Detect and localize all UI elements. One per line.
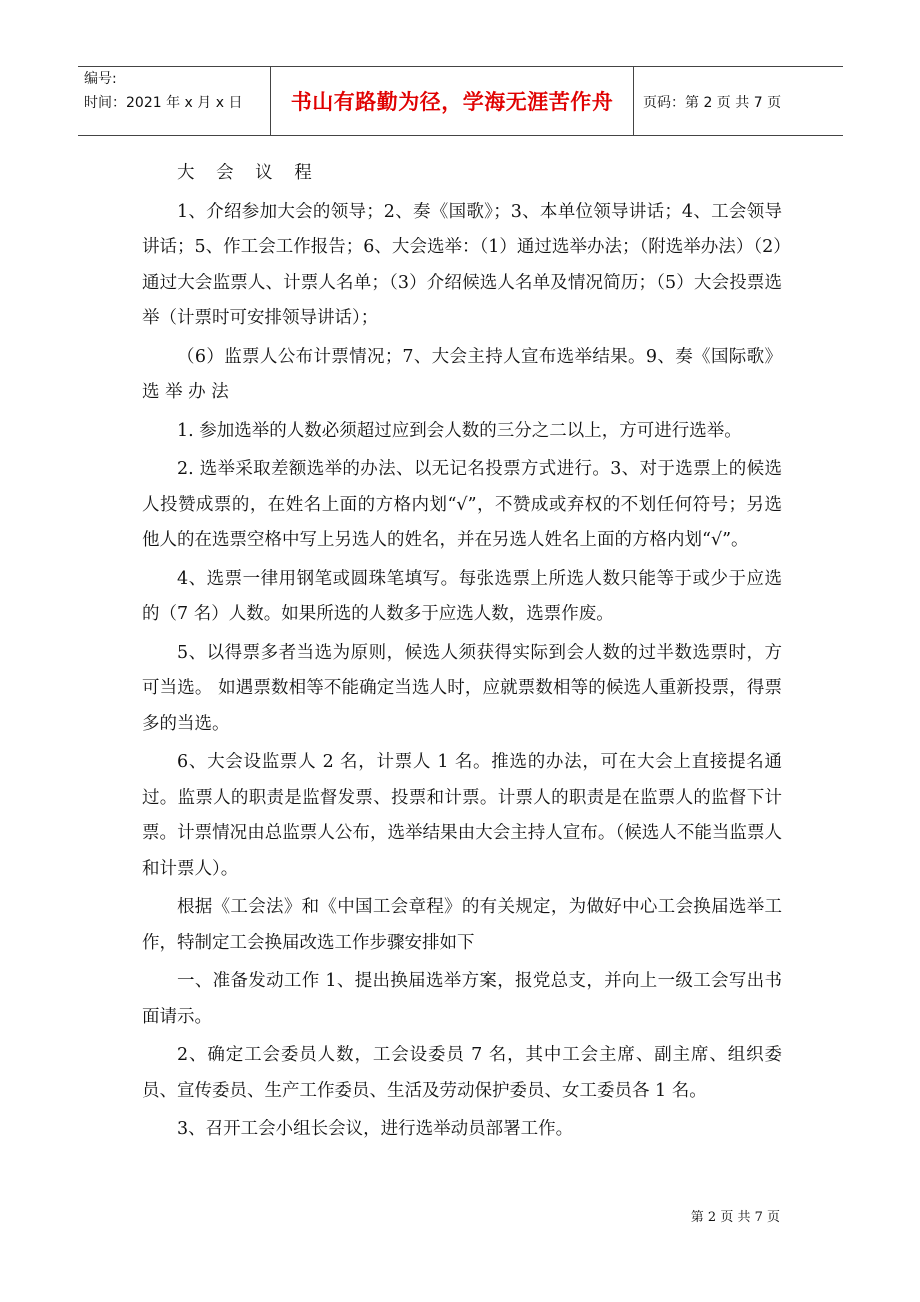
paragraph: 4、选票一律用钢笔或圆珠笔填写。每张选票上所选人数只能等于或少于应选的（7 名）人数。如果所选的人数多于应选人数，选票作废。 bbox=[142, 568, 782, 624]
header-page-number: 页码：第 2 页 共 7 页 bbox=[643, 95, 782, 111]
page-footer: 第 2 页 共 7 页 bbox=[690, 1210, 780, 1225]
document-date-label: 时间：2021 年 x 月 x 日 bbox=[84, 95, 243, 111]
paragraph: 1、介绍参加大会的领导；2、奏《国歌》；3、本单位领导讲话；4、工会领导讲话；5、作工会工作报告；6、大会选举：（1）通过选举办法；（附选举办法）（2）通过大会监票人、计票人名单；（3）介绍候选人名单及情况简历；（5）大会投票选举（计票时可安排领导讲话）； bbox=[142, 201, 782, 328]
paragraph: 5、以得票多者当选为原则，候选人须获得实际到会人数的过半数选票时，方可当选。 如遇票数相等不能确定当选人时，应就票数相等的候选人重新投票，得票多的当选。 bbox=[142, 642, 782, 734]
header-motto-cell bbox=[271, 67, 634, 135]
paragraph: （6）监票人公布计票情况；7、大会主持人宣布选举结果。9、奏《国际歌》选 举 办 法 bbox=[142, 346, 782, 402]
header-motto: 书山有路勤为径，学海无涯苦作舟 bbox=[290, 90, 614, 114]
paragraph: 一、准备发动工作 1、提出换届选举方案，报党总支，并向上一级工会写出书面请示。 bbox=[142, 971, 782, 1027]
document-header bbox=[78, 66, 843, 136]
paragraph: 根据《工会法》和《中国工会章程》的有关规定，为做好中心工会换届选举工作，特制定工会换届改选工作步骤安排如下 bbox=[142, 897, 782, 953]
header-page-cell bbox=[634, 67, 843, 135]
header-info-cell bbox=[78, 67, 271, 135]
paragraph: 2. 选举采取差额选举的办法、以无记名投票方式进行。3、对于选票上的候选人投赞成票的，在姓名上面的方格内划“√”，不赞成或弃权的不划任何符号；另选他人的在选票空格中写上另选人的姓名，并在另选人姓名上面的方格内划“√”。 bbox=[142, 459, 782, 550]
paragraph: 6、大会设监票人 2 名，计票人 1 名。推选的办法，可在大会上直接提名通过。监票人的职责是监督发票、投票和计票。计票人的职责是在监票人的监督下计票。计票情况由总监票人公布，选举结果由大会主持人宣布。（候选人不能当监票人和计票人）。 bbox=[142, 752, 782, 879]
paragraph: 1. 参加选举的人数必须超过应到会人数的三分之二以上，方可进行选举。 bbox=[177, 420, 742, 441]
document-body bbox=[142, 156, 782, 1151]
section-title: 大 会 议 程 bbox=[177, 163, 320, 183]
paragraph: 2、确定工会委员人数，工会设委员 7 名，其中工会主席、副主席、组织委员、宣传委员、生产工作委员、生活及劳动保护委员、女工委员各 1 名。 bbox=[142, 1045, 782, 1101]
document-number-label: 编号: bbox=[84, 71, 117, 87]
paragraph: 3、召开工会小组长会议，进行选举动员部署工作。 bbox=[177, 1119, 574, 1139]
